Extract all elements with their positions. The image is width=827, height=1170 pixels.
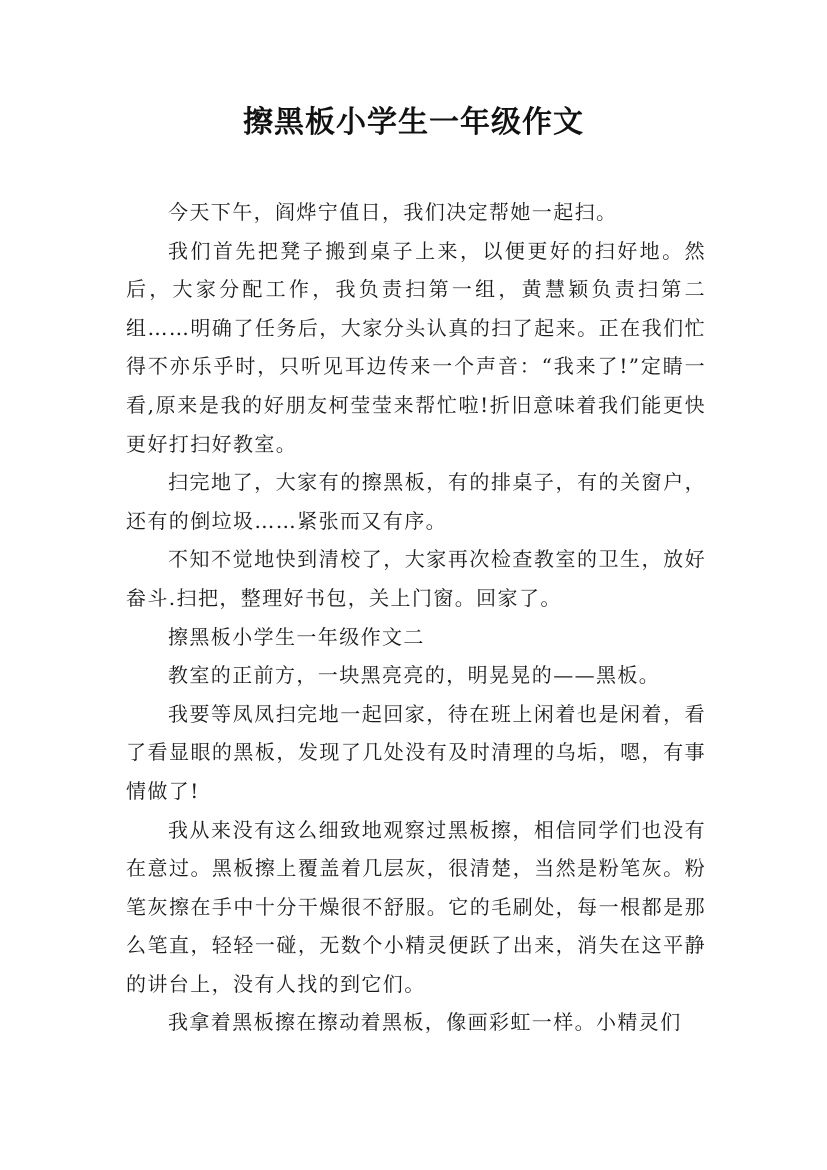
paragraph: 我要等凤凤扫完地一起回家，待在班上闲着也是闲着，看了看显眼的黑板，发现了几处没有及时清理的乌垢，嗯，有事情做了! <box>126 701 706 803</box>
paragraph: 教室的正前方，一块黑亮亮的，明晃晃的——黑板。 <box>168 663 661 688</box>
section-heading: 擦黑板小学生一年级作文二 <box>168 624 425 649</box>
paragraph: 我从来没有这么细致地观察过黑板擦，相信同学们也没有在意过。黑板擦上覆盖着几层灰，很清楚，当然是粉笔灰。粉笔灰擦在手中十分干燥很不舒服。它的毛刷处，每一根都是那么笔直，轻轻一碰，无数个小精灵便跃了出来，消失在这平静的讲台上，没有人找的到它们。 <box>126 817 706 996</box>
paragraph: 今天下午，阎烨宁值日，我们决定帮她一起扫。 <box>168 200 618 224</box>
paragraph: 不知不觉地快到清校了，大家再次检查教室的卫生，放好畚斗.扫把，整理好书包，关上门窗。回家了。 <box>126 547 706 610</box>
document-body <box>126 193 706 1042</box>
paragraph: 扫完地了，大家有的擦黑板，有的排桌子，有的关窗户，还有的倒垃圾……紧张而又有序。 <box>126 470 706 533</box>
paragraph: 我拿着黑板擦在擦动着黑板，像画彩虹一样。小精灵们 <box>168 1010 682 1035</box>
paragraph: 我们首先把凳子搬到桌子上来，以便更好的扫好地。然后，大家分配工作，我负责扫第一组，黄慧颖负责扫第二组……明确了任务后，大家分头认真的扫了起来。正在我们忙得不亦乐乎时，只听见耳边传来一个声音：“我来了!”定睛一看,原来是我的好朋友柯莹莹来帮忙啦!折旧意味着我们能更快更好打扫好教室。 <box>126 238 706 456</box>
document-title: 擦黑板小学生一年级作文 <box>243 105 584 140</box>
